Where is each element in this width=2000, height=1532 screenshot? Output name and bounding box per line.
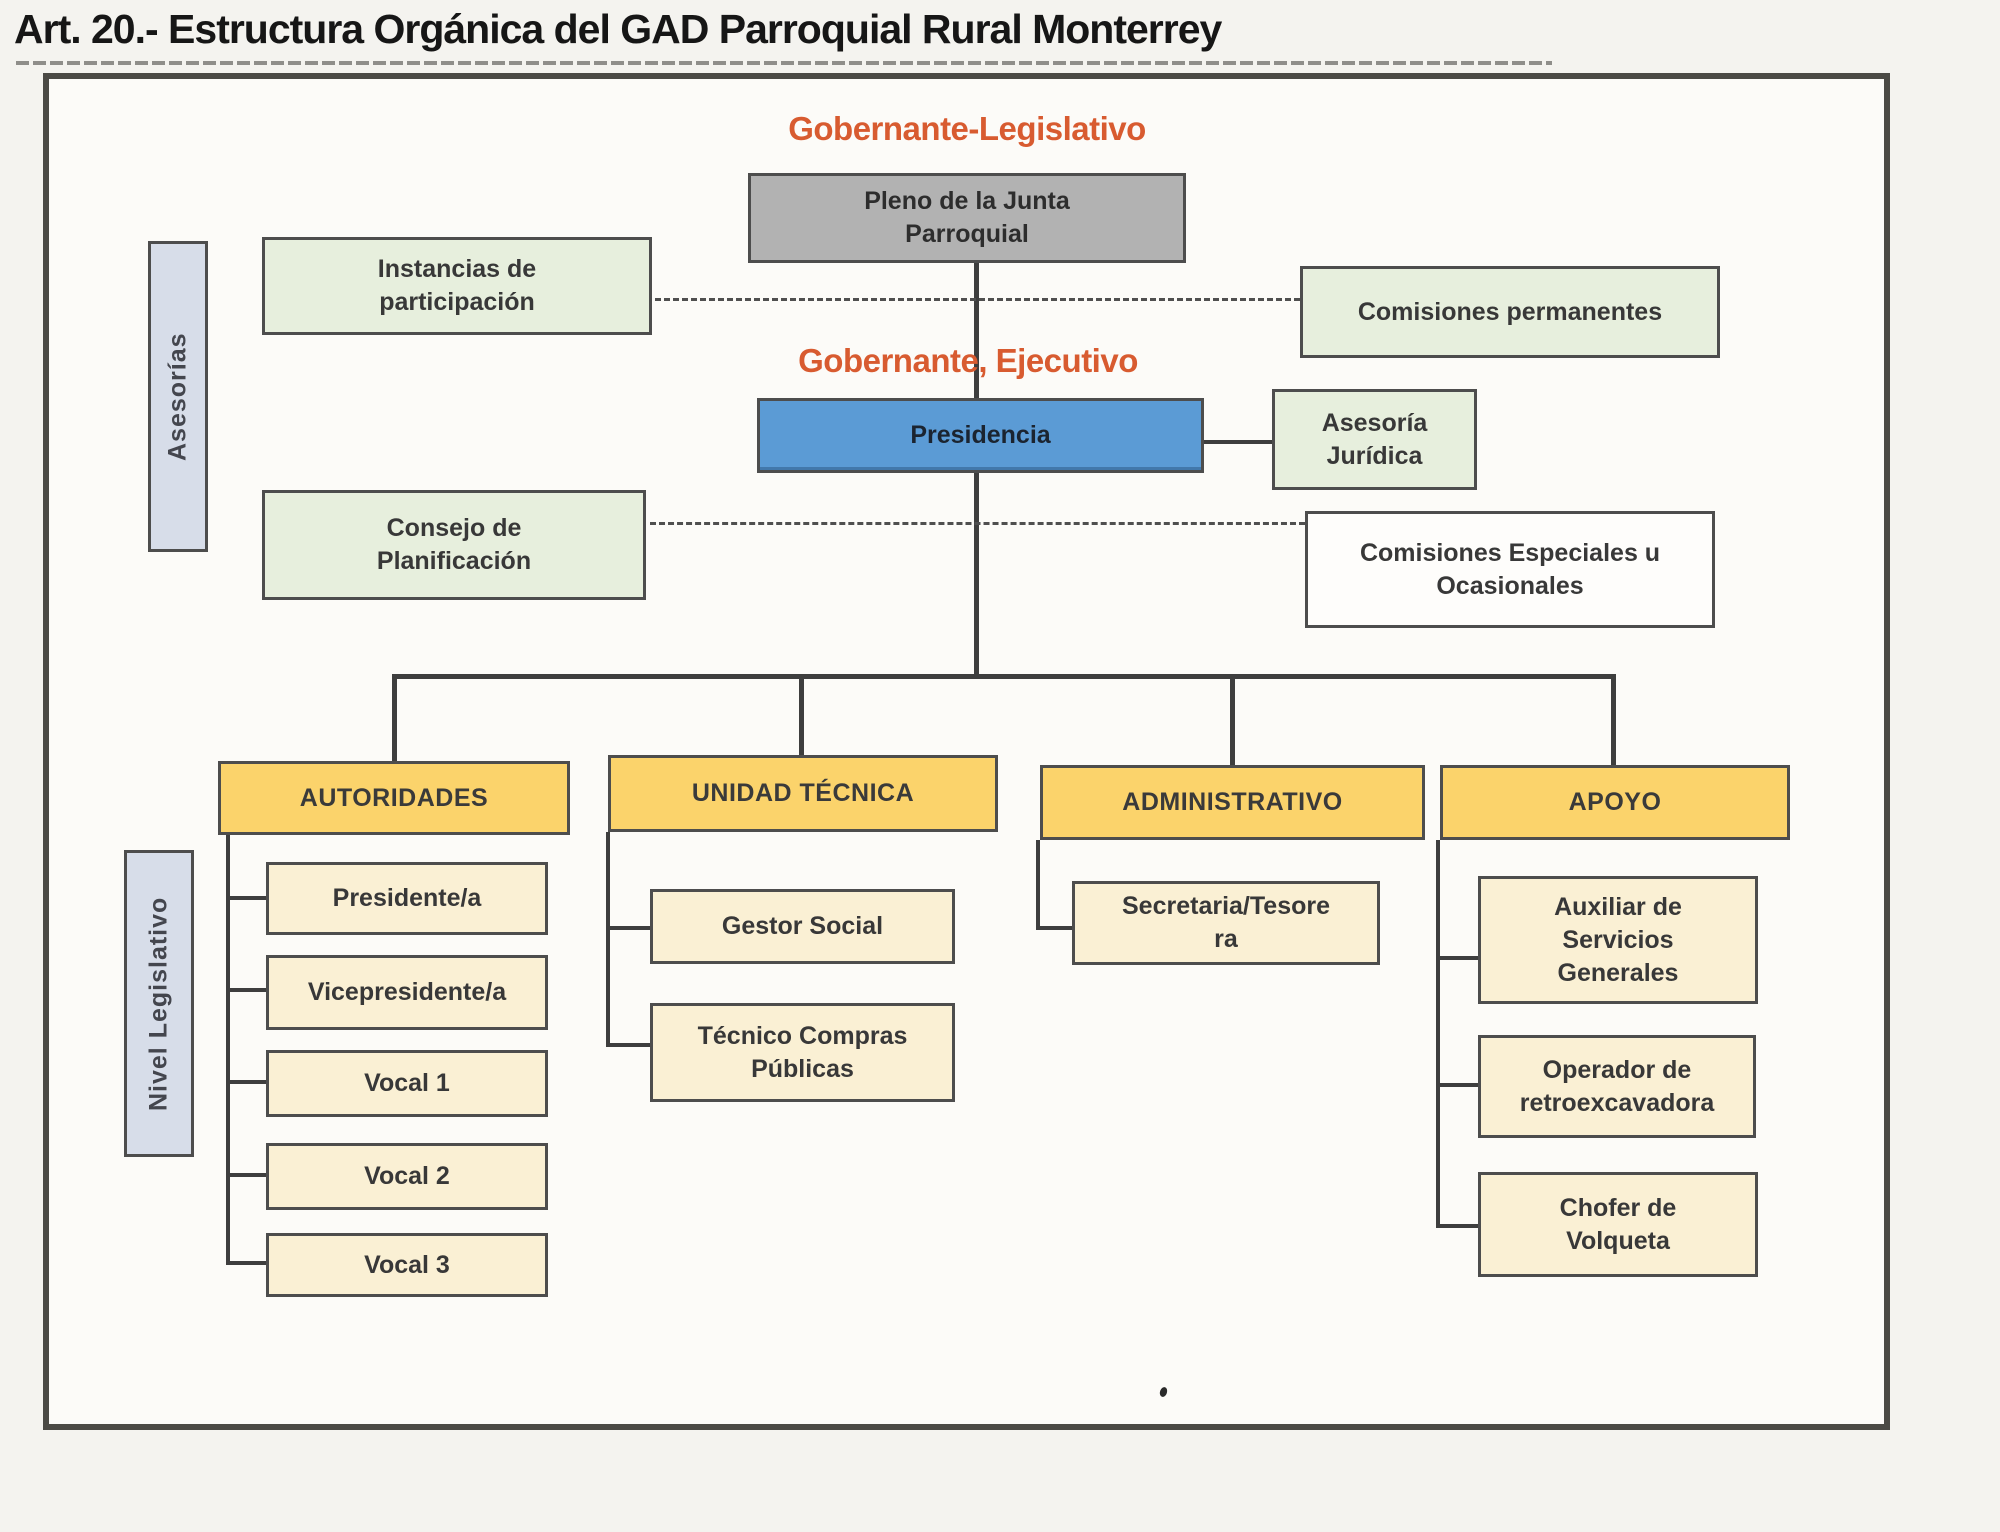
level-label-gobernante-ejecutivo: Gobernante, Ejecutivo xyxy=(798,342,1138,379)
spine-unidad-tecnica xyxy=(606,832,610,1047)
spine-apoyo xyxy=(1436,840,1440,1228)
tick-secretaria xyxy=(1038,926,1072,930)
connector-drop-apoyo xyxy=(1611,674,1616,768)
dashed-link-consejo-comisiones xyxy=(650,522,1305,525)
tick-gestor-social xyxy=(608,926,650,930)
child-chofer-volqueta: Chofer de Volqueta xyxy=(1478,1172,1758,1277)
connector-distribution xyxy=(392,674,1616,679)
child-operador-retroexcavadora: Operador de retroexcavadora xyxy=(1478,1035,1756,1138)
child-vicepresidente: Vicepresidente/a xyxy=(266,955,548,1030)
dashed-link-instancias-comisiones xyxy=(655,298,1300,301)
title-underline xyxy=(16,61,1552,65)
tick-presidente xyxy=(228,896,266,900)
dept-header-unidad-tecnica: UNIDAD TÉCNICA xyxy=(608,755,998,832)
page-title: Art. 20.- Estructura Orgánica del GAD Parroquial Rural Monterrey xyxy=(14,6,1222,52)
tick-vocal-2 xyxy=(228,1173,266,1177)
dept-header-apoyo: APOYO xyxy=(1440,765,1790,840)
dept-header-administrativo: ADMINISTRATIVO xyxy=(1040,765,1425,840)
node-comisiones-permanentes: Comisiones permanentes xyxy=(1300,266,1720,358)
child-vocal-3: Vocal 3 xyxy=(266,1233,548,1297)
child-auxiliar-servicios: Auxiliar de Servicios Generales xyxy=(1478,876,1758,1004)
connector-drop-unidad-tecnica xyxy=(799,674,804,758)
dept-header-autoridades: AUTORIDADES xyxy=(218,761,570,835)
side-label-asesorias: Asesorías xyxy=(148,241,208,552)
connector-drop-autoridades xyxy=(392,674,397,764)
level-label-gobernante-legislativo: Gobernante-Legislativo xyxy=(788,110,1146,147)
node-pleno-junta-parroquial: Pleno de la Junta Parroquial xyxy=(748,173,1186,263)
connector-presidencia-down xyxy=(974,473,979,678)
child-secretaria-tesorera: Secretaria/Tesorera xyxy=(1072,881,1380,965)
tick-vocal-3 xyxy=(228,1261,266,1265)
node-asesoria-juridica: Asesoría Jurídica xyxy=(1272,389,1477,490)
tick-vicepresidente xyxy=(228,988,266,992)
side-label-nivel-legislativo: Nivel Legislativo xyxy=(124,850,194,1157)
tick-tecnico-compras xyxy=(608,1043,650,1047)
node-instancias-participacion: Instancias de participación xyxy=(262,237,652,335)
child-vocal-1: Vocal 1 xyxy=(266,1050,548,1117)
child-presidente: Presidente/a xyxy=(266,862,548,935)
connector-presidencia-asesoria xyxy=(1204,440,1272,444)
connector-drop-administrativo xyxy=(1230,674,1235,768)
tick-operador xyxy=(1438,1083,1478,1087)
child-tecnico-compras: Técnico Compras Públicas xyxy=(650,1003,955,1102)
child-gestor-social: Gestor Social xyxy=(650,889,955,964)
tick-vocal-1 xyxy=(228,1080,266,1084)
tick-auxiliar xyxy=(1438,956,1478,960)
node-comisiones-especiales: Comisiones Especiales u Ocasionales xyxy=(1305,511,1715,628)
tick-chofer xyxy=(1438,1224,1478,1228)
child-vocal-2: Vocal 2 xyxy=(266,1143,548,1210)
node-consejo-planificacion: Consejo de Planificación xyxy=(262,490,646,600)
spine-administrativo xyxy=(1036,840,1040,930)
node-presidencia: Presidencia xyxy=(757,398,1204,473)
